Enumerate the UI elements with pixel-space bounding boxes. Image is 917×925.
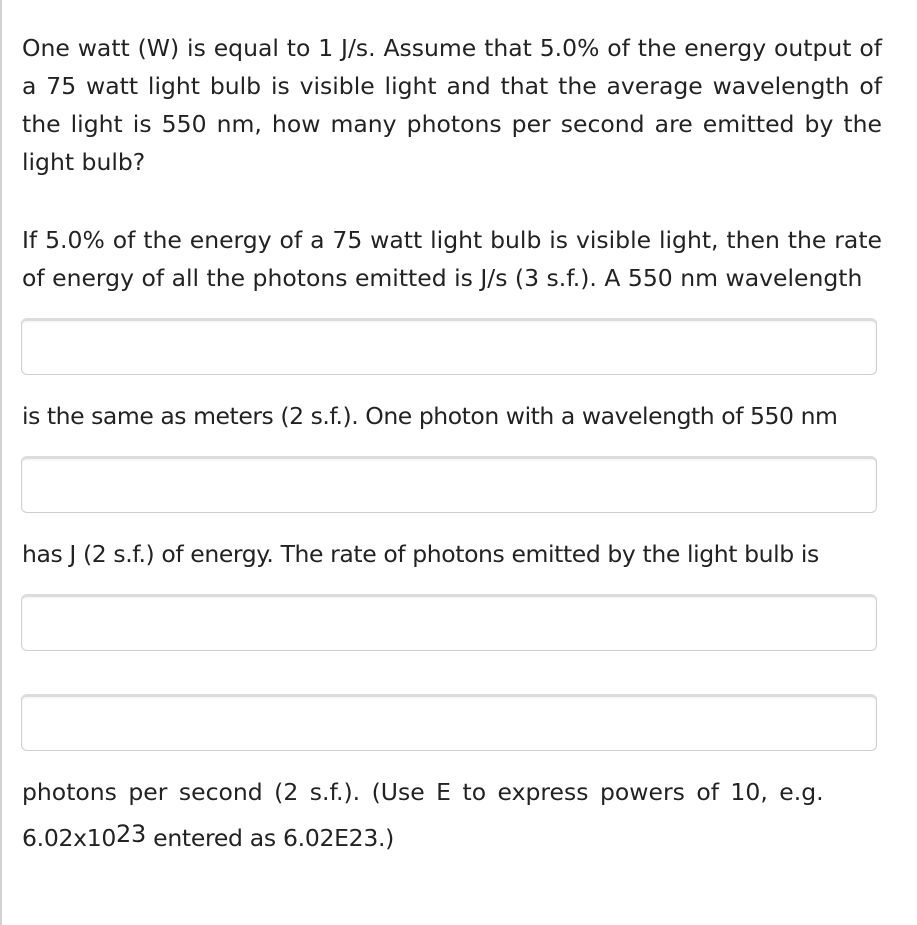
example-number-base: 6.02x10 — [22, 824, 117, 852]
example-number-exponent: 23 — [116, 820, 146, 848]
answer-text-part3: has J (2 s.f.) of energy. The rate of photons emitted by the light bulb is — [22, 540, 819, 568]
example-entry-note: entered as 6.02E23.) — [146, 824, 395, 852]
answer-text-part4-line1: photons per second (2 s.f.). (Use E to express powers of 10, e.g. — [22, 778, 824, 806]
photon-rate-input[interactable] — [22, 697, 876, 750]
answer-text-part4-line2 — [22, 819, 882, 857]
wavelength-meters-input[interactable] — [22, 459, 876, 512]
answer-text-part2: is the same as meters (2 s.f.). One photon with a wavelength of 550 nm — [22, 402, 838, 430]
question-intro: One watt (W) is equal to 1 J/s. Assume that 5.0% of the energy output of a 75 watt light bulb is visible light and that the average wavelength of the light is 550 nm, how many photons per second are emitted by the light bulb? — [22, 34, 882, 176]
energy-rate-field[interactable] — [21, 318, 877, 375]
photon-rate-field[interactable] — [21, 694, 877, 751]
left-border — [0, 0, 2, 925]
wavelength-meters-field[interactable] — [21, 456, 877, 513]
energy-rate-input[interactable] — [22, 321, 876, 374]
answer-text-part1: If 5.0% of the energy of a 75 watt light bulb is visible light, then the rate of energy of all the photons emitted is J/s (3 s.f.). A 550 nm wavelength — [22, 226, 882, 292]
photon-energy-input[interactable] — [22, 597, 876, 650]
photon-energy-field[interactable] — [21, 594, 877, 651]
